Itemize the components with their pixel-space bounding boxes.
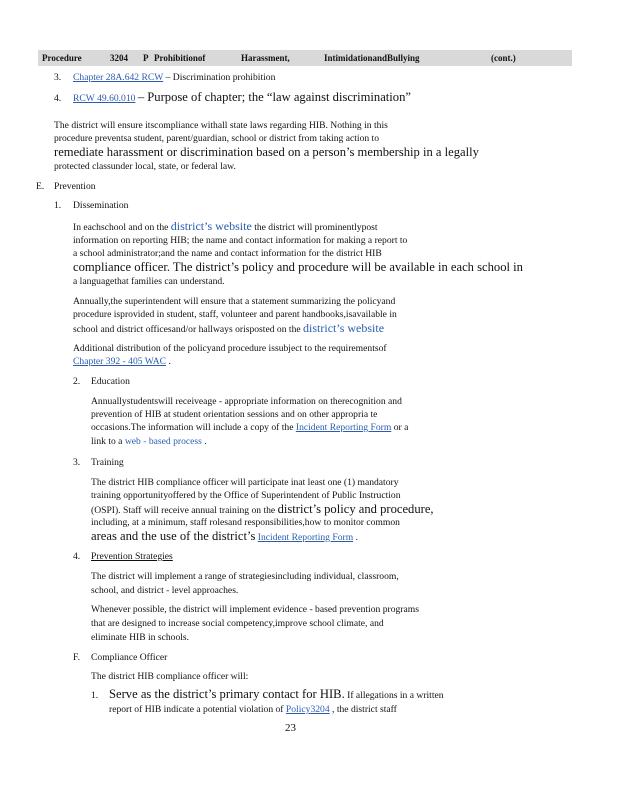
chapter-392-405-wac-link[interactable]: Chapter 392 - 405 WAC <box>73 356 167 367</box>
training-line-5-period: . <box>355 532 358 543</box>
section-e-letter: E. <box>36 181 45 192</box>
ref-3-text: – Discrimination prohibition <box>165 72 276 83</box>
education-line-4-text: link to a <box>91 436 123 447</box>
strategies-p1-line-1: The district will implement a range of strategiesincluding individual, classroom, <box>91 571 399 582</box>
header-continued: (cont.) <box>491 53 516 63</box>
strategies-title: Prevention Strategies <box>91 551 173 562</box>
ref-4-number: 4. <box>54 93 62 104</box>
dissemination-p1-line-3: a school administrator;and the name and contact information for the district HIB <box>73 248 382 259</box>
dissemination-number: 1. <box>54 200 62 211</box>
education-line-4 <box>91 436 207 448</box>
training-line-5-text: areas and the use of the district’s <box>91 529 256 543</box>
training-title: Training <box>91 457 124 468</box>
ref-4-line <box>73 91 411 105</box>
strategies-p2-line-2: that are designed to increase social competency,improve school climate, and <box>91 618 384 629</box>
intro-line-2: procedure preventsa student, parent/guardian, school or district from taking action to <box>54 133 380 144</box>
education-title: Education <box>91 376 130 387</box>
header-procedure-number: 3204 <box>110 53 128 63</box>
dissemination-p3-line-2 <box>73 356 171 368</box>
dissemination-p1-line-5: a languagethat families can understand. <box>73 276 225 287</box>
compliance-intro: The district HIB compliance officer will: <box>91 671 249 682</box>
compliance-item-emphasis: Serve as the district’s primary contact for HIB. <box>109 687 345 701</box>
dissemination-p3-line-1: Additional distribution of the policyand procedure issubject to the requirementsof <box>73 343 387 354</box>
compliance-item-line-2-text: report of HIB indicate a potential violation of <box>109 704 284 715</box>
rcw-4960010-link[interactable]: RCW 49.60.010 <box>73 93 136 104</box>
header-p-label: P <box>143 53 149 63</box>
strategies-number: 4. <box>73 551 81 562</box>
strategies-p2-line-3: eliminate HIB in schools. <box>91 632 190 643</box>
compliance-item-line-1 <box>109 688 444 702</box>
training-line-1: The district HIB compliance officer will participate inat least one (1) mandatory <box>91 477 399 488</box>
web-based-process-link[interactable]: web - based process <box>124 436 202 447</box>
header-title-part2: Harassment, <box>241 53 290 63</box>
training-line-4: including, at a minimum, staff rolesand responsibilities,how to monitor common <box>91 517 400 528</box>
training-line-2: training opportunityoffered by the Office of Superintendent of Public Instruction <box>91 490 401 501</box>
header-procedure-label: Procedure <box>42 53 82 63</box>
dissemination-p2-line-3 <box>73 322 384 336</box>
header-title-part3: IntimidationandBullying <box>324 53 420 63</box>
education-line-3-tail: or a <box>393 422 409 433</box>
dissemination-p1-line-1 <box>73 220 378 234</box>
incident-reporting-form-link-1[interactable]: Incident Reporting Form <box>295 422 392 433</box>
education-line-2: prevention of HIB at student orientation sessions and on other appropria te <box>91 409 378 420</box>
training-line-3 <box>91 503 434 517</box>
section-e-title: Prevention <box>54 181 96 192</box>
dissemination-p1-line-2: information on reporting HIB; the name and contact information for making a report to <box>73 235 408 246</box>
incident-reporting-form-link-2[interactable]: Incident Reporting Form <box>257 532 354 543</box>
section-f-letter: F. <box>73 652 80 663</box>
education-line-1: Annuallystudentswill receiveage - appropriate information on therecognition and <box>91 396 402 407</box>
ref-3-number: 3. <box>54 72 62 83</box>
dissemination-p1-text-a: In eachschool and on the <box>73 222 169 233</box>
compliance-item-line-2 <box>109 704 397 716</box>
dissemination-p2-text: school and district officesand/or hallways orisposted on the <box>73 324 301 335</box>
ref-4-text: – Purpose of chapter; the “law against discrimination” <box>137 90 411 104</box>
dissemination-p1-text-b: the district will prominentlypost <box>254 222 378 233</box>
policy-3204-link[interactable]: Policy3204 <box>285 704 330 715</box>
header-title-part1: Prohibitionof <box>154 53 206 63</box>
training-number: 3. <box>73 457 81 468</box>
intro-line-3: remediate harassment or discrimination based on a person’s membership in a legally <box>54 145 479 159</box>
compliance-item-text: If allegations in a written <box>347 690 444 701</box>
strategies-p1-line-2: school, and district - level approaches. <box>91 585 239 596</box>
procedure-header-bar <box>38 50 572 66</box>
training-line-5 <box>91 530 358 544</box>
training-line-3-emphasis: district’s policy and procedure, <box>277 502 434 516</box>
chapter-28a642-link[interactable]: Chapter 28A.642 RCW <box>73 72 164 83</box>
dissemination-p1-line-4: compliance officer. The district’s policy and procedure will be available in each school in <box>73 260 523 274</box>
education-line-3 <box>91 422 408 434</box>
strategies-p2-line-1: Whenever possible, the district will implement evidence - based prevention programs <box>91 604 419 615</box>
dissemination-title: Dissemination <box>73 200 129 211</box>
dissemination-p3-period: . <box>168 356 171 367</box>
compliance-item-number: 1. <box>91 690 99 701</box>
district-website-link-1[interactable]: district’s website <box>170 219 252 233</box>
ref-3-line <box>73 72 275 84</box>
dissemination-p2-line-2: procedure isprovided in student, staff, volunteer and parent handbooks,isavailable in <box>73 309 397 320</box>
dissemination-p2-line-1: Annually,the superintendent will ensure that a statement summarizing the policyand <box>73 296 396 307</box>
training-line-3-text: (OSPI). Staff will receive annual training on the <box>91 505 276 516</box>
intro-line-1: The district will ensure itscompliance withall state laws regarding HIB. Nothing in this <box>54 120 388 131</box>
intro-line-4: protected classunder local, state, or federal law. <box>54 161 236 172</box>
section-f-title: Compliance Officer <box>91 652 168 663</box>
education-line-3-text: occasions.The information will include a copy of the <box>91 422 294 433</box>
page-number: 23 <box>285 722 296 734</box>
district-website-link-2[interactable]: district’s website <box>303 321 385 335</box>
education-line-4-period: . <box>204 436 207 447</box>
education-number: 2. <box>73 376 81 387</box>
compliance-item-line-2-tail: , the district staff <box>332 704 397 715</box>
